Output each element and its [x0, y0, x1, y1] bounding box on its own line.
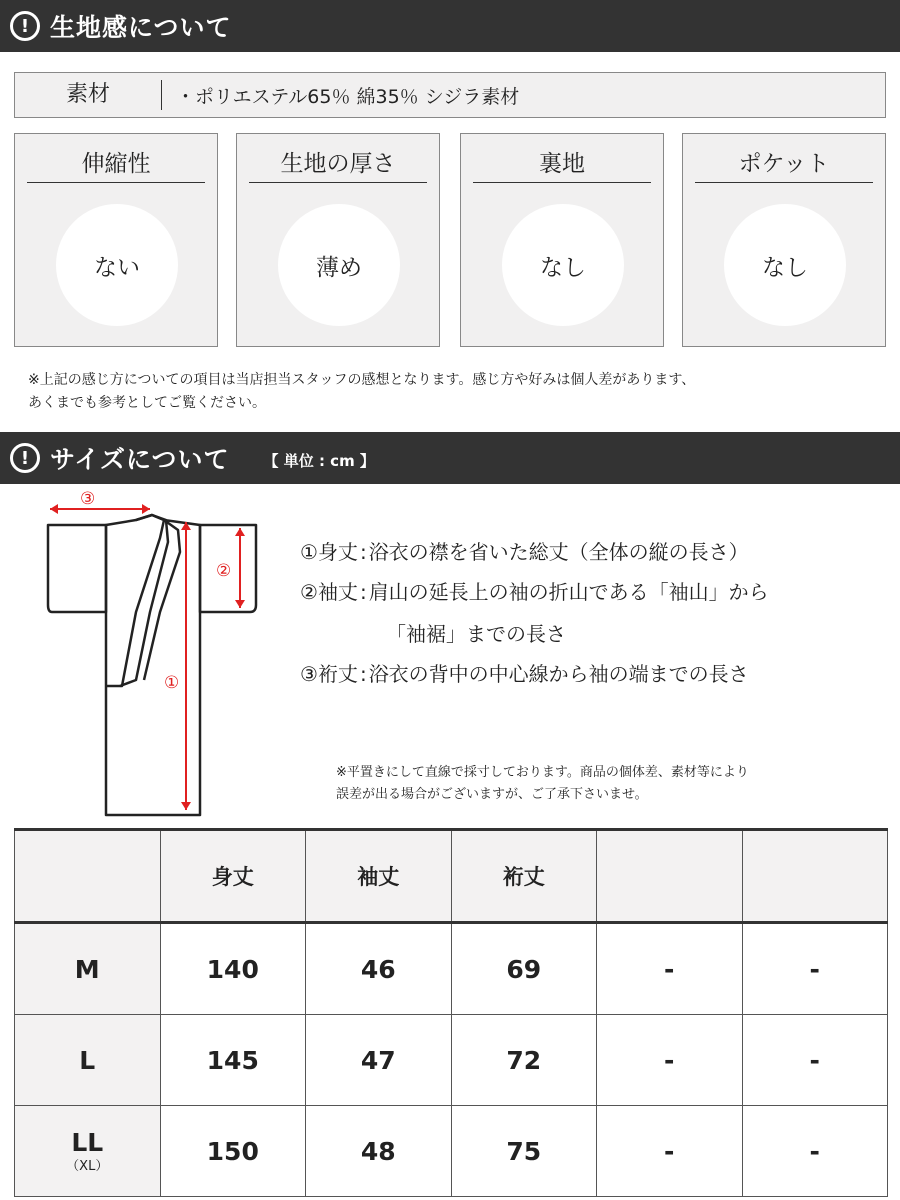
description-term: 袖丈 [317, 580, 358, 604]
description-text: 浴衣の襟を省いた総丈（全体の縦の長さ） [368, 540, 749, 564]
table-header-cell: 身丈 [160, 830, 306, 923]
table-header-cell [15, 830, 161, 923]
table-header-cell: 裄丈 [451, 830, 597, 923]
table-row [15, 923, 888, 1015]
feel-note-line: あくまでも参考としてご覧ください。 [28, 395, 266, 411]
description-line: ②袖丈 : 肩山の延長上の袖の折山である「袖山」から [300, 580, 769, 604]
feel-card-value: なし [724, 204, 846, 326]
description-num: ① [300, 540, 318, 564]
feel-note-line: ※上記の感じ方についての項目は当店担当スタッフの感想となります。感じ方や好みは個人差があります、 [28, 372, 696, 388]
description-line [386, 620, 566, 648]
description-num: ② [300, 580, 318, 604]
exclamation-circle-icon: ! [10, 443, 40, 473]
section-title-fabric: 生地感について [50, 13, 232, 42]
table-header-cell: 袖丈 [306, 830, 452, 923]
feel-note [28, 369, 695, 415]
marker-1: ① [164, 673, 180, 693]
table-cell: - [597, 1106, 743, 1197]
description-term: 裄丈 [317, 662, 358, 686]
section-header-fabric [0, 0, 900, 52]
table-cell: 75 [451, 1106, 597, 1197]
description-text: 肩山の延長上の袖の折山である「袖山」から [368, 580, 769, 604]
feel-card-value: ない [56, 204, 178, 326]
table-cell: - [742, 923, 888, 1015]
table-cell: 47 [306, 1015, 452, 1106]
marker-3: ③ [80, 490, 96, 509]
table-cell: 46 [306, 923, 452, 1015]
unit-label: 【 単位 : cm 】 [263, 451, 375, 470]
table-header-row [15, 830, 888, 923]
table-cell: 48 [306, 1106, 452, 1197]
feel-card-title: ポケット [695, 148, 873, 183]
description-line: ①身丈 : 浴衣の襟を省いた総丈（全体の縦の長さ） [300, 540, 749, 564]
size-note-line: ※平置きにして直線で採寸しております。商品の個体差、素材等により [336, 765, 749, 780]
left-sleeve [48, 525, 106, 612]
feel-card-pocket [682, 133, 886, 347]
feel-card-value: なし [502, 204, 624, 326]
feel-card-title: 伸縮性 [27, 148, 205, 183]
size-table [14, 828, 888, 1197]
description-text: 浴衣の背中の中心線から袖の端までの長さ [368, 662, 749, 686]
table-cell: - [742, 1106, 888, 1197]
material-value: ・ポリエステル65％ 綿35％ シジラ素材 [176, 85, 520, 108]
marker-2: ② [216, 561, 232, 581]
table-row [15, 1106, 888, 1197]
section-title-size: サイズについて [50, 445, 230, 474]
size-label: M [15, 923, 161, 1015]
collar-inner [144, 520, 180, 680]
table-cell: 140 [160, 923, 306, 1015]
material-row [14, 72, 886, 118]
feel-card-stretch [14, 133, 218, 347]
size-note-line: 誤差が出る場合がございますが、ご了承下さいませ。 [336, 787, 648, 802]
size-note [336, 762, 749, 806]
table-cell: - [742, 1015, 888, 1106]
description-text: 「袖裾」までの長さ [386, 622, 566, 646]
table-cell: - [597, 1015, 743, 1106]
description-num: ③ [300, 662, 318, 686]
table-cell: 145 [160, 1015, 306, 1106]
table-cell: 69 [451, 923, 597, 1015]
exclamation-circle-icon: ! [10, 11, 40, 41]
table-cell: - [597, 923, 743, 1015]
table-row [15, 1015, 888, 1106]
size-sublabel: （XL） [66, 1159, 109, 1174]
section-header-size [0, 432, 900, 484]
feel-card-title: 裏地 [473, 148, 651, 183]
feel-card-lining [460, 133, 664, 347]
size-label: LL （XL） [15, 1106, 161, 1197]
table-header-cell [597, 830, 743, 923]
description-term: 身丈 [317, 540, 358, 564]
description-line: ③裄丈 : 浴衣の背中の中心線から袖の端までの長さ [300, 662, 749, 686]
table-header-cell [742, 830, 888, 923]
yukata-diagram [40, 490, 280, 820]
feel-card-title: 生地の厚さ [249, 148, 427, 183]
table-cell: 72 [451, 1015, 597, 1106]
size-label: L [15, 1015, 161, 1106]
table-cell: 150 [160, 1106, 306, 1197]
collar-outer [106, 515, 164, 686]
feel-card-thickness [236, 133, 440, 347]
material-label: 素材 [15, 80, 162, 110]
feel-card-value: 薄め [278, 204, 400, 326]
